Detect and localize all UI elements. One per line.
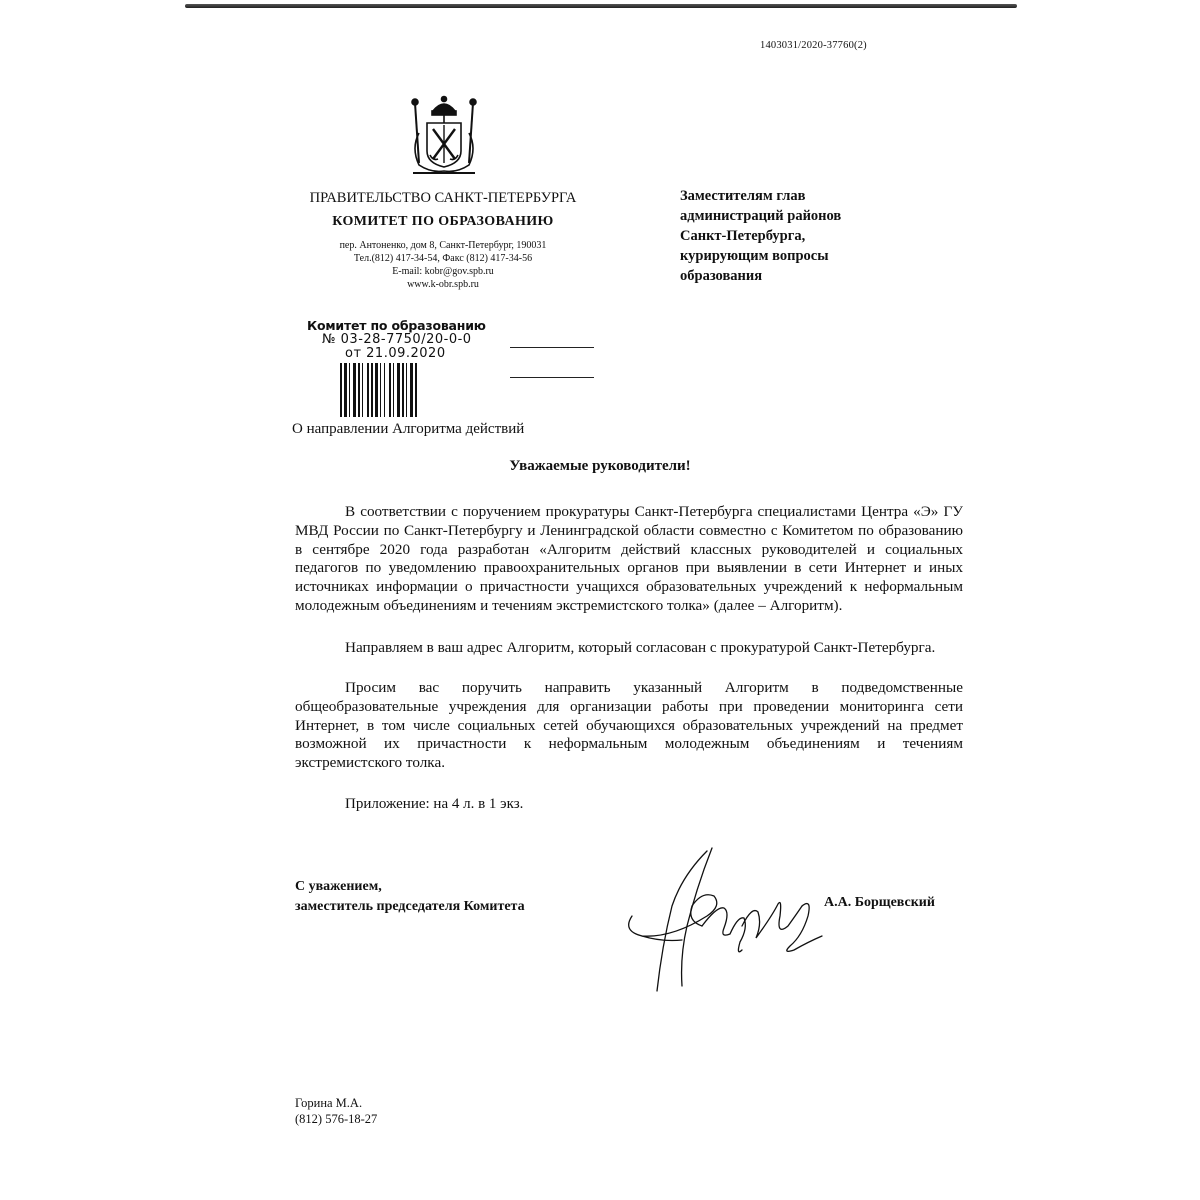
paragraph-text: В соответствии с поручением прокуратуры Санкт-Петербурга специалистами Центра «Э» ГУ МВД России по Санкт-Петербургу и Ленинградской области совместно с Комитетом по образованию в сентябре 2020 года разработан «Алгоритм действий классных руководителей и социальных педагогов по уведомлению правоохранительных органов при выявлении в сети Интернет и иных источниках информации о причастности учащихся образовательных учреждений к неформальным молодежным объединениям и течениям экстремистского толка» (далее – Алгоритм). (295, 503, 963, 614)
addressee-block (680, 186, 950, 286)
coat-of-arms-emblem (405, 93, 483, 177)
reference-blank-line (510, 377, 594, 378)
addressee-line: курирующим вопросы (680, 248, 829, 264)
signer-name: А.А. Борщевский (824, 895, 935, 910)
stamp-committee: Комитет по образованию (307, 318, 486, 333)
signer-position: заместитель председателя Комитета (295, 899, 525, 914)
executor-phone: (812) 576-18-27 (295, 1112, 378, 1126)
closing-block (295, 877, 525, 917)
handwritten-signature (612, 846, 832, 996)
addressee-line: Санкт-Петербурга, (680, 228, 806, 244)
sender-address: пер. Антоненко, дом 8, Санкт-Петербург, 190031 (339, 240, 547, 251)
closing-regards: С уважением, (295, 879, 382, 894)
addressee-line: образования (680, 268, 763, 284)
sender-phone-fax: Тел.(812) 417-34-54, Факс (812) 417-34-56 (353, 253, 533, 264)
paragraph-text: Просим вас поручить направить указанный Алгоритм в подведомственные общеобразовательные учреждения для организации работы при проведении мониторинга сети Интернет, в том числе социальных сетей обучающихся образовательных учреждений на предмет возможной их причастности к неформальным молодежным объединениям и течениям экстремистского толка. (295, 679, 963, 772)
addressee-line: Заместителям глав (680, 188, 806, 204)
executor-name: Горина М.А. (295, 1096, 363, 1110)
greeting: Уважаемые руководители! (509, 458, 691, 474)
reference-blank-line (510, 347, 594, 348)
letter-subject: О направлении Алгоритма действий (292, 421, 525, 437)
committee-name: КОМИТЕТ ПО ОБРАЗОВАНИЮ (332, 214, 554, 229)
body-paragraph (295, 679, 963, 773)
executor-block (295, 1095, 377, 1127)
body-paragraph (295, 639, 963, 658)
stamp-date: от 21.09.2020 (345, 346, 446, 361)
stamp-number: № 03-28-7750/20-0-0 (322, 332, 472, 347)
sender-website: www.k-obr.spb.ru (407, 279, 479, 290)
body-paragraph (295, 503, 963, 616)
paragraph-text: Направляем в ваш адрес Алгоритм, который согласован с прокуратурой Санкт-Петербурга. (345, 639, 936, 656)
annex-note: Приложение: на 4 л. в 1 экз. (345, 796, 524, 812)
addressee-line: администраций районов (680, 208, 842, 224)
barcode (340, 363, 444, 417)
government-name: ПРАВИТЕЛЬСТВО САНКТ-ПЕТЕРБУРГА (309, 190, 577, 206)
document-number: 1403031/2020-37760(2) (760, 40, 867, 51)
top-scan-border (185, 4, 1017, 8)
sender-email: E-mail: kobr@gov.spb.ru (392, 266, 494, 277)
